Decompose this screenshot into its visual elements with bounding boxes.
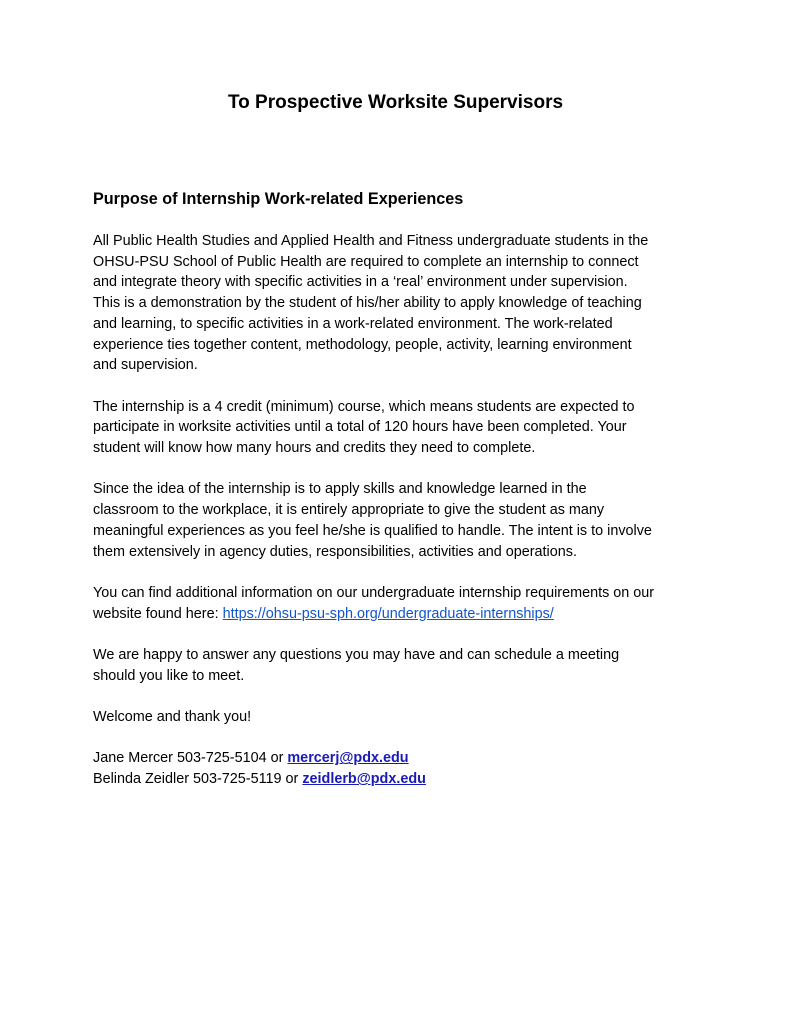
- paragraph-questions: [93, 645, 713, 686]
- section-heading: Purpose of Internship Work-related Experiences: [93, 190, 464, 208]
- paragraph-more-info: [93, 583, 713, 624]
- text-line: [93, 604, 713, 625]
- contact-line: [93, 769, 713, 790]
- text-line: OHSU-PSU School of Public Health are required to complete an internship to connect: [93, 253, 639, 270]
- contact-name-phone: Belinda Zeidler 503-725-5119 or: [93, 771, 303, 788]
- text-line: You can find additional information on our undergraduate internship requirements on our: [93, 584, 655, 601]
- paragraph-purpose: [93, 231, 713, 376]
- text-line: and integrate theory with specific activities in a ‘real’ environment under supervision.: [93, 274, 628, 291]
- email-link-mercer[interactable]: mercerj@pdx.edu: [287, 750, 409, 767]
- text-line: and learning, to specific activities in a work-related environment. The work-related: [93, 315, 613, 332]
- text-line: Since the idea of the internship is to apply skills and knowledge learned in the: [93, 481, 587, 498]
- paragraph-credits: [93, 397, 713, 459]
- text-line: should you like to meet.: [93, 667, 245, 684]
- paragraph-experiences: [93, 479, 713, 562]
- link-prefix: website found here:: [93, 605, 223, 622]
- contacts: [93, 748, 713, 789]
- text-line: All Public Health Studies and Applied Health and Fitness undergraduate students in the: [93, 233, 649, 249]
- contact-line: [93, 748, 713, 769]
- text-line: We are happy to answer any questions you may have and can schedule a meeting: [93, 647, 620, 663]
- document-body: [93, 188, 713, 811]
- text-line: meaningful experiences as you feel he/she is qualified to handle. The intent is to involve: [93, 522, 652, 539]
- internships-link[interactable]: https://ohsu-psu-sph.org/undergraduate-internships/: [222, 605, 554, 622]
- text-line: them extensively in agency duties, responsibilities, activities and operations.: [93, 543, 577, 560]
- text-line: classroom to the workplace, it is entirely appropriate to give the student as many: [93, 502, 605, 519]
- text-line: and supervision.: [93, 357, 198, 374]
- text-line: This is a demonstration by the student of his/her ability to apply knowledge of teaching: [93, 295, 642, 312]
- document-title: To Prospective Worksite Supervisors: [227, 92, 564, 113]
- email-link-zeidler[interactable]: zeidlerb@pdx.edu: [302, 771, 426, 788]
- text-line: experience ties together content, methodology, people, activity, learning environment: [93, 336, 632, 353]
- closing-line: Welcome and thank you!: [93, 709, 252, 726]
- text-line: participate in worksite activities until a total of 120 hours have been completed. Your: [93, 419, 627, 436]
- contact-name-phone: Jane Mercer 503-725-5104 or: [93, 750, 288, 767]
- text-line: student will know how many hours and credits they need to complete.: [93, 440, 536, 457]
- text-line: The internship is a 4 credit (minimum) course, which means students are expected to: [93, 398, 635, 415]
